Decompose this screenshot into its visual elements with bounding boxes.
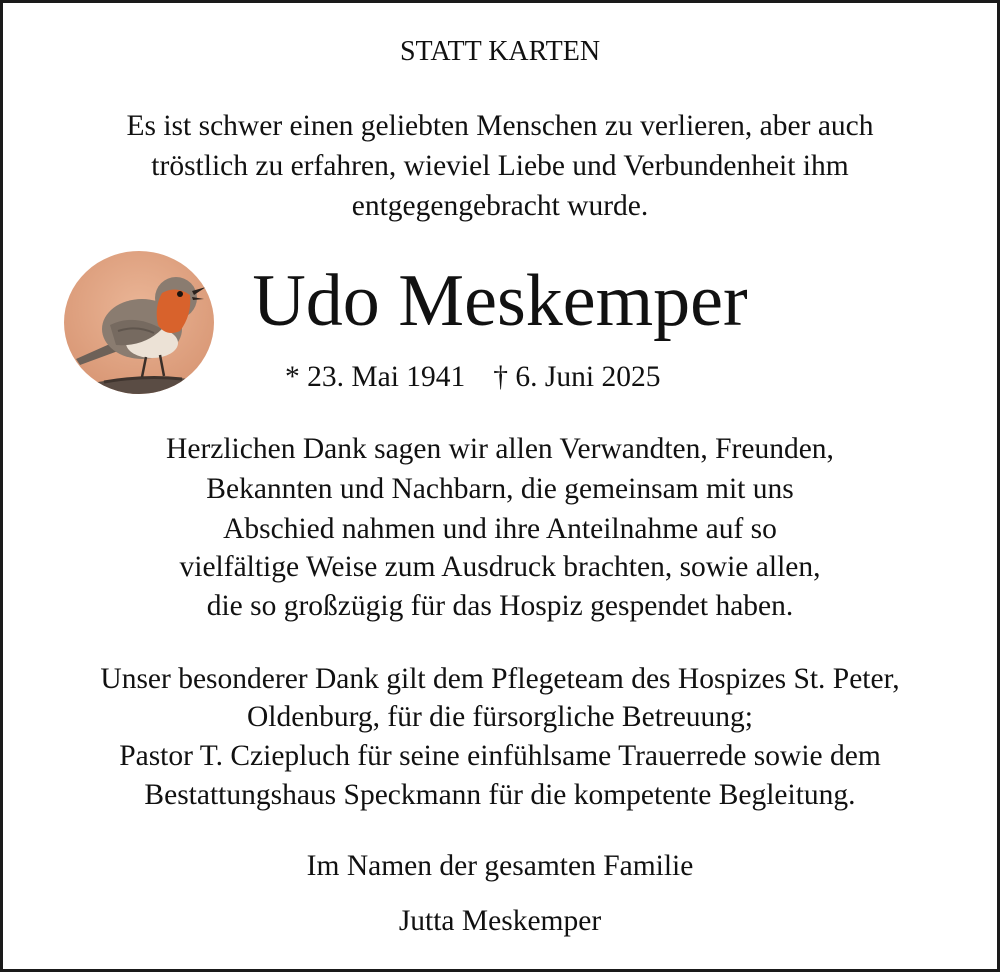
thanks-line-1: Herzlichen Dank sagen wir allen Verwandten, Freunden, [166,433,834,465]
quote-line-2: tröstlich zu erfahren, wieviel Liebe und Verbundenheit ihm [151,150,849,182]
thanks-line-3: Abschied nahmen und ihre Anteilnahme auf so [223,513,777,545]
closing-line: Im Namen der gesamten Familie [306,850,694,882]
deceased-name: Udo Meskemper [252,260,748,342]
special-thanks-line-2: Oldenburg, für die fürsorgliche Betreuung; [246,701,754,733]
thanks-line-2: Bekannten und Nachbarn, die gemeinsam mit uns [206,473,794,505]
thanks-line-5: die so großzügig für das Hospiz gespendet haben. [206,590,794,622]
life-dates [285,357,660,397]
special-thanks-line-4: Bestattungshaus Speckmann für die kompetente Begleitung. [144,779,856,811]
quote-line-1: Es ist schwer einen geliebten Menschen zu verlieren, aber auch [126,110,874,142]
birth-date: * 23. Mai 1941 [285,361,466,393]
heading: STATT KARTEN [399,36,601,67]
robin-bird-photo-icon [64,251,214,394]
quote-line-3: entgegengebracht wurde. [351,190,649,222]
death-date: † 6. Juni 2025 [493,361,661,393]
signature: Jutta Meskemper [398,905,602,937]
thanks-line-4: vielfältige Weise zum Ausdruck brachten, sowie allen, [179,551,821,583]
special-thanks-line-1: Unser besonderer Dank gilt dem Pflegeteam des Hospizes St. Peter, [100,663,900,695]
special-thanks-line-3: Pastor T. Cziepluch für seine einfühlsame Trauerrede sowie dem [119,740,881,772]
